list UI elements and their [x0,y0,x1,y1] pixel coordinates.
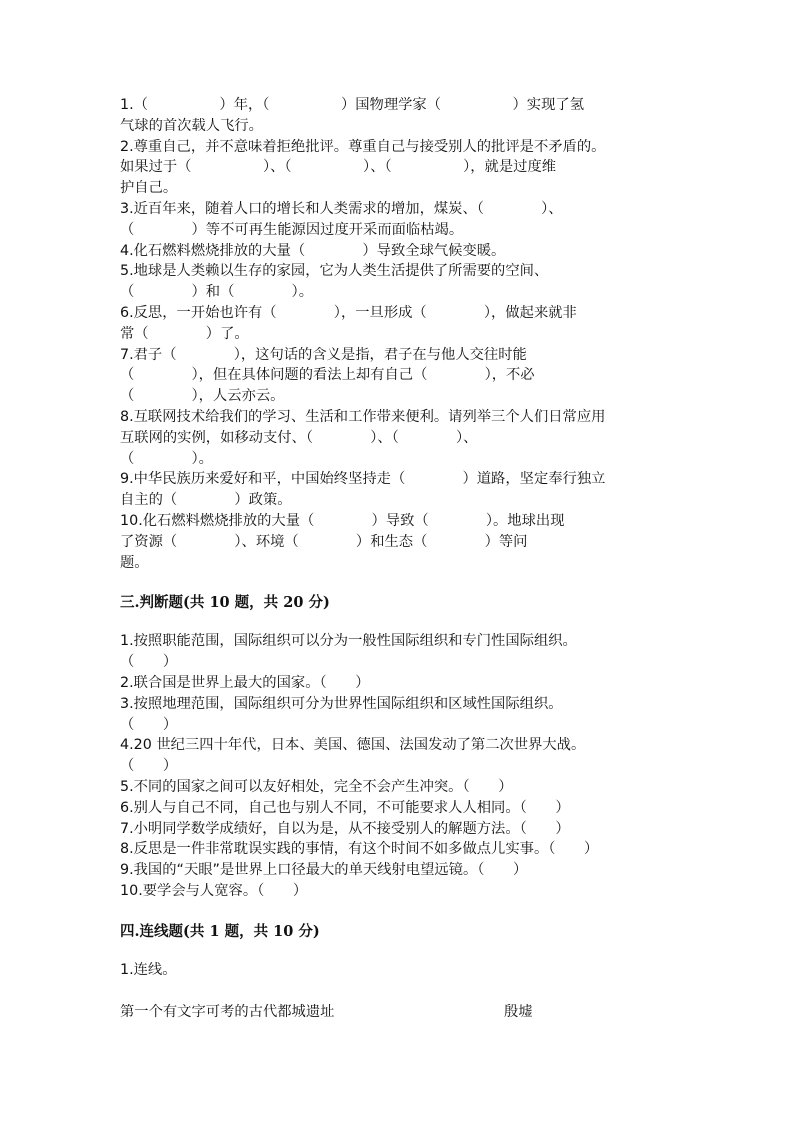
fill-in-line: 9.中华民族历来爱好和平，中国始终坚持走（ ）道路，坚定奉行独立 [120,471,606,488]
section-3-title: 三.判断题(共 10 题，共 20 分) [120,594,330,612]
judgment-line: 10.要学会与人宽容。（ ） [120,882,308,899]
matching-left-item: 第一个有文字可考的古代都城遗址 [120,1003,335,1020]
judgment-line: 6.别人与自己不同，自己也与别人不同，不可能要求人人相同。（ ） [120,799,570,816]
fill-in-line: 3.近百年来，随着人口的增长和人类需求的增加，煤炭、（ ）、 [120,200,563,217]
judgment-questions [120,631,676,901]
judgment-line: 3.按照地理范围，国际组织可分为世界性国际组织和区域性国际组织。 [120,695,563,712]
fill-in-line: 如果过于（ ）、（ ）、（ ），就是过度维 [120,159,557,176]
fill-in-line: （ ），但在具体问题的看法上却有自己（ ），不必 [120,367,535,384]
fill-in-line: 题。 [120,554,149,571]
fill-in-line: 了资源（ ）、环境（ ）和生态（ ）等问 [120,533,528,550]
judgment-line: 9.我国的“天眼”是世界上口径最大的单天线射电望远镜。（ ） [120,862,528,879]
fill-in-line: （ ），人云亦云。 [120,388,285,405]
judgment-line: 1.按照职能范围，国际组织可以分为一般性国际组织和专门性国际组织。 [120,633,577,650]
judgment-line: 8.反思是一件非常耽误实践的事情，有这个时间不如多做点儿实事。（ ） [120,841,599,858]
judgment-line: （ ） [120,716,178,733]
fill-in-line: （ ）。 [120,450,213,467]
fill-in-line: 6.反思，一开始也许有（ ），一旦形成（ ），做起来就非 [120,304,577,321]
judgment-line: 4.20 世纪三四十年代，日本、美国、德国、法国发动了第二次世界大战。 [120,737,586,754]
fill-in-line: 10.化石燃料燃烧排放的大量（ ）导致（ ）。地球出现 [120,512,565,529]
fill-in-line: 护自己。 [120,180,178,197]
fill-in-line: 气球的首次载人飞行。 [120,117,263,134]
judgment-line: 7.小明同学数学成绩好，自以为是，从不接受别人的解题方法。（ ） [120,820,570,837]
fill-in-line: 常（ ）了。 [120,325,249,342]
matching-question: 1.连线。 [120,961,177,978]
section-4-title: 四.连线题(共 1 题，共 10 分) [120,922,320,940]
fill-in-line: 2.尊重自己，并不意味着拒绝批评。尊重自己与接受别人的批评是不矛盾的。 [120,138,606,155]
page-content [120,95,676,1022]
matching-right-item: 殷墟 [504,1003,533,1020]
fill-in-line: 1.（ ）年，（ ）国物理学家（ ）实现了氢 [120,97,584,113]
fill-in-line: 8.互联网技术给我们的学习、生活和工作带来便利。请列举三个人们日常应用 [120,408,606,425]
judgment-line: 2.联合国是世界上最大的国家。（ ） [120,674,370,691]
fill-in-line: （ ）等不可再生能源因过度开采而面临枯竭。 [120,221,464,238]
judgment-line: （ ） [120,758,178,775]
fill-in-line: （ ）和（ ）。 [120,284,314,301]
matching-row [120,1002,676,1022]
judgment-line: 5.不同的国家之间可以友好相处，完全不会产生冲突。（ ） [120,778,513,795]
fill-in-line: 互联网的实例，如移动支付、（ ）、（ ）、 [120,429,478,446]
fill-in-line: 自主的（ ）政策。 [120,492,292,509]
fill-in-line: 5.地球是人类赖以生存的家园，它为人类生活提供了所需要的空间、 [120,263,549,280]
fill-in-line: 7.君子（ ），这句话的含义是指，君子在与他人交往时能 [120,346,527,363]
fill-in-line: 4.化石燃料燃烧排放的大量（ ）导致全球气候变暖。 [120,242,506,259]
fill-in-questions [120,95,676,573]
judgment-line: （ ） [120,654,178,671]
